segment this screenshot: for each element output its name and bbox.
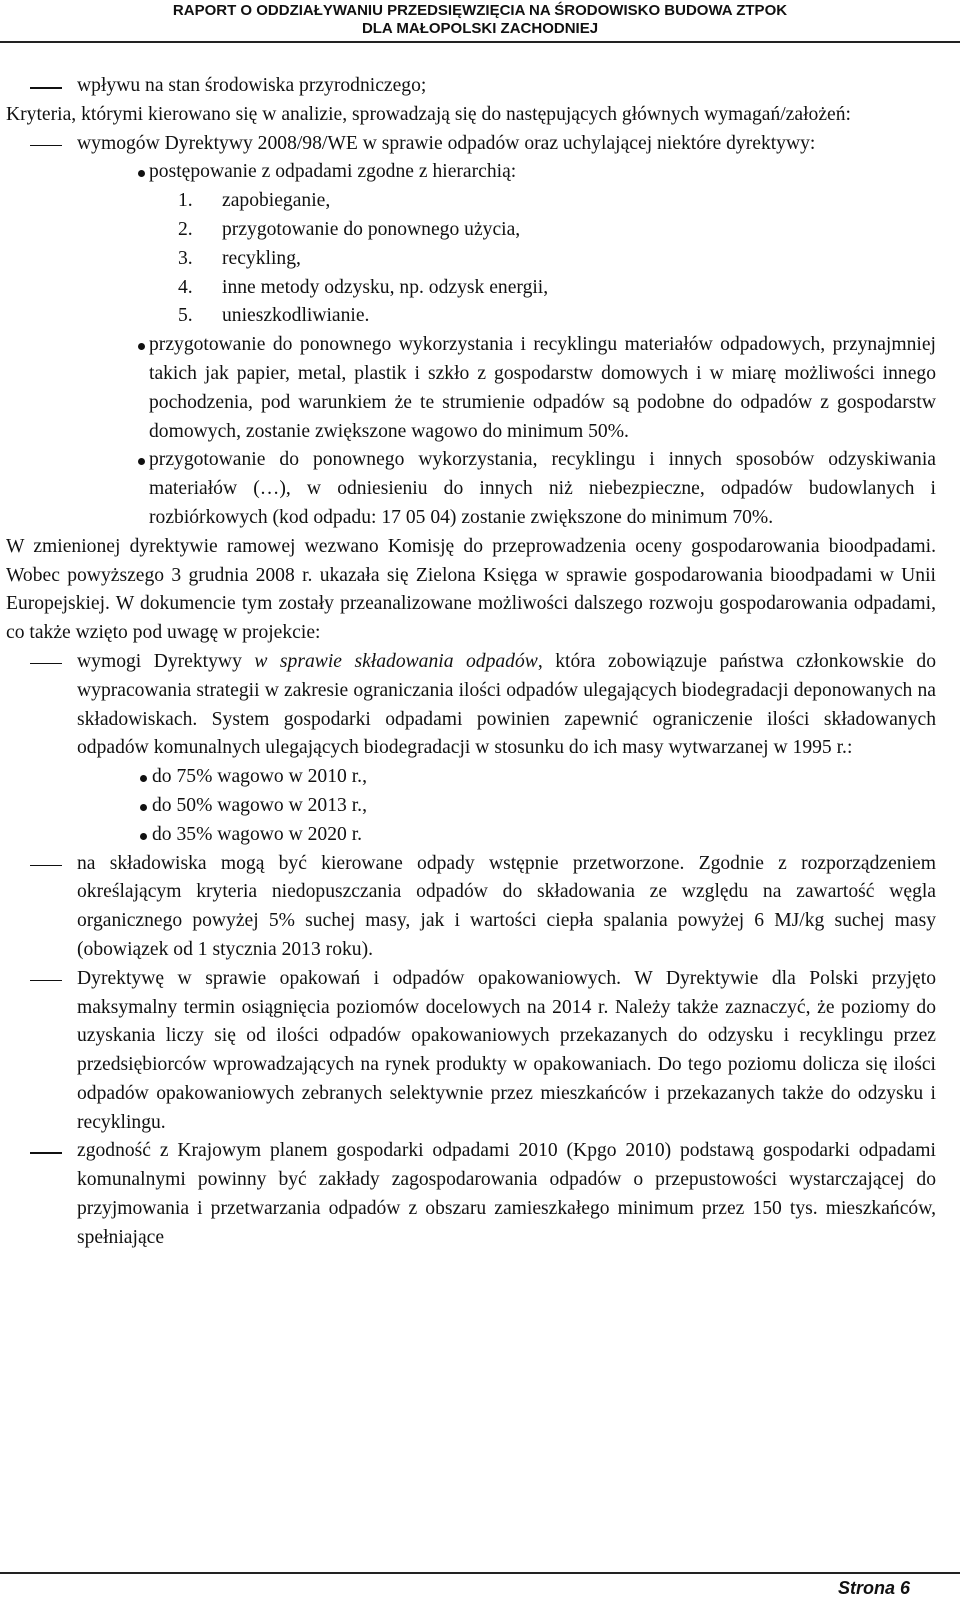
landfill-targets: [6, 763, 936, 849]
footer-rule: [0, 1572, 960, 1574]
hierarchy-num: 2.: [178, 218, 193, 240]
hierarchy-item: [178, 302, 936, 331]
bullet-household-recycling: przygotowanie do ponownego wykorzystania i recyklingu materiałów odpadowych, przynajmniej takich jak papier, metal, plastik i szkło z gospodarstw domowych i w miarę możliwości innego pochodzenia, pod warunkiem że te strumienie odpadów są podobne do odpadów z gospodarstw domowych, zostanie zwiększone wagowo do minimum 50%.: [6, 331, 936, 446]
bullet-hierarchy: postępowanie z odpadami zgodne z hierarchią:: [6, 158, 936, 187]
hierarchy-text: recykling,: [222, 247, 301, 269]
hierarchy-num: 5.: [178, 305, 193, 327]
header-line-1: RAPORT O ODDZIAŁYWANIU PRZEDSIĘWZIĘCIA NA ŚRODOWISKO BUDOWA ZTPOK: [172, 2, 788, 19]
hierarchy-item: [178, 245, 936, 274]
hierarchy-num: 4.: [178, 276, 193, 298]
document-body: [6, 72, 936, 1253]
hierarchy-list: [6, 187, 936, 331]
hierarchy-item: [178, 187, 936, 216]
target-item: do 75% wagowo w 2010 r.,: [77, 763, 936, 792]
hierarchy-text: zapobieganie,: [222, 190, 331, 212]
bullet-construction-waste: przygotowanie do ponownego wykorzystania, recyklingu i innych sposobów odzyskiwania materiałów (…), w odniesieniu do innych niż niebezpieczne, odpadów budowlanych i rozbiórkowych (kod odpadu: 17 05 04) zostanie zwiększone do minimum 70%.: [6, 446, 936, 532]
target-item: do 50% wagowo w 2013 r.,: [77, 792, 936, 821]
biowaste-paragraph: W zmienionej dyrektywie ramowej wezwano Komisję do przeprowadzenia oceny gospodarowania bioodpadami. Wobec powyższego 3 grudnia 2008 r. ukazała się Zielona Księga w sprawie gospodarowania bioodpadami w Unii Europejskiej. W dokumencie tym zostały przeanalizowane możliwości dalszego rozwoju gospodarowania odpadami, co także wzięto pod uwagę w projekcie:: [6, 535, 936, 644]
dash-item-directive-2008: wymogów Dyrektywy 2008/98/WE w sprawie odpadów oraz uchylającej niektóre dyrektywy:: [6, 130, 936, 159]
hierarchy-num: 1.: [178, 190, 193, 212]
dash-item-landfill-directive: [6, 648, 936, 763]
dash-item-kpgo-2010: zgodność z Krajowym planem gospodarki odpadami 2010 (Kpgo 2010) podstawą gospodarki odpadami komunalnymi powinny być zakłady zagospodarowania odpadów o przepustowości wystarczającej do przyjmowania i przetwarzania odpadów z obszaru zamieszkałego minimum przez 150 tys. mieszkańców, spełniające: [6, 1137, 936, 1252]
report-header: [0, 2, 960, 38]
dash-item-packaging-directive: Dyrektywę w sprawie opakowań i odpadów opakowaniowych. W Dyrektywie dla Polski przyjęto maksymalny termin osiągnięcia poziomów docelowych na 2014 r. Należy także zaznaczyć, że poziomy do uzyskania liczy się od ilości odpadów opakowaniowych przekazanych do odzysku i recyklingu przez przedsiębiorców wprowadzających na rynek produkty w opakowaniach. Do tego poziomu dolicza się ilości odpadów opakowaniowych zebranych selektywnie przez mieszkańców i przekazanych także do odzysku i recyklingu.: [6, 965, 936, 1138]
criteria-paragraph: Kryteria, którymi kierowano się w analizie, sprowadzają się do następujących głównych wymagań/założeń:: [6, 103, 851, 125]
header-rule: [0, 41, 960, 43]
hierarchy-item: [178, 274, 936, 303]
hierarchy-text: unieszkodliwianie.: [222, 305, 370, 327]
header-line-2: DLA MAŁOPOLSKI ZACHODNIEJ: [361, 20, 599, 37]
landfill-prefix: wymogi Dyrektywy: [77, 650, 255, 672]
target-item: do 35% wagowo w 2020 r.: [77, 821, 936, 850]
landfill-rest: , która zobowiązuje państwa członkowskie do wypracowania strategii w zakresie ograniczania ilości odpadów ulegających biodegradacji deponowanych na składowiskach. System gospodarki odpadami powinien zapewnić ograniczenie ilości składowanych odpadów komunalnych ulegających biodegradacji w stosunku do ich masy wytwarzanej w 1995 r.:: [77, 650, 936, 759]
hierarchy-text: przygotowanie do ponownego użycia,: [222, 218, 521, 240]
dash-item-environment: wpływu na stan środowiska przyrodniczego;: [6, 72, 936, 101]
dash-item-pretreated-waste: na składowiska mogą być kierowane odpady wstępnie przetworzone. Zgodnie z rozporządzeniem określającym kryteria niedopuszczania odpadów do składowania ze względu na zawartość węgla organicznego powyżej 5% suchej masy, jak i wartości ciepła spalania powyżej 6 MJ/kg suchej masy (obowiązek od 1 stycznia 2013 roku).: [6, 850, 936, 965]
hierarchy-num: 3.: [178, 247, 193, 269]
landfill-directive-title: w sprawie składowania odpadów: [254, 650, 538, 672]
hierarchy-text: inne metody odzysku, np. odzysk energii,: [222, 276, 549, 298]
hierarchy-item: [178, 216, 936, 245]
page-number: Strona 6: [837, 1578, 910, 1598]
